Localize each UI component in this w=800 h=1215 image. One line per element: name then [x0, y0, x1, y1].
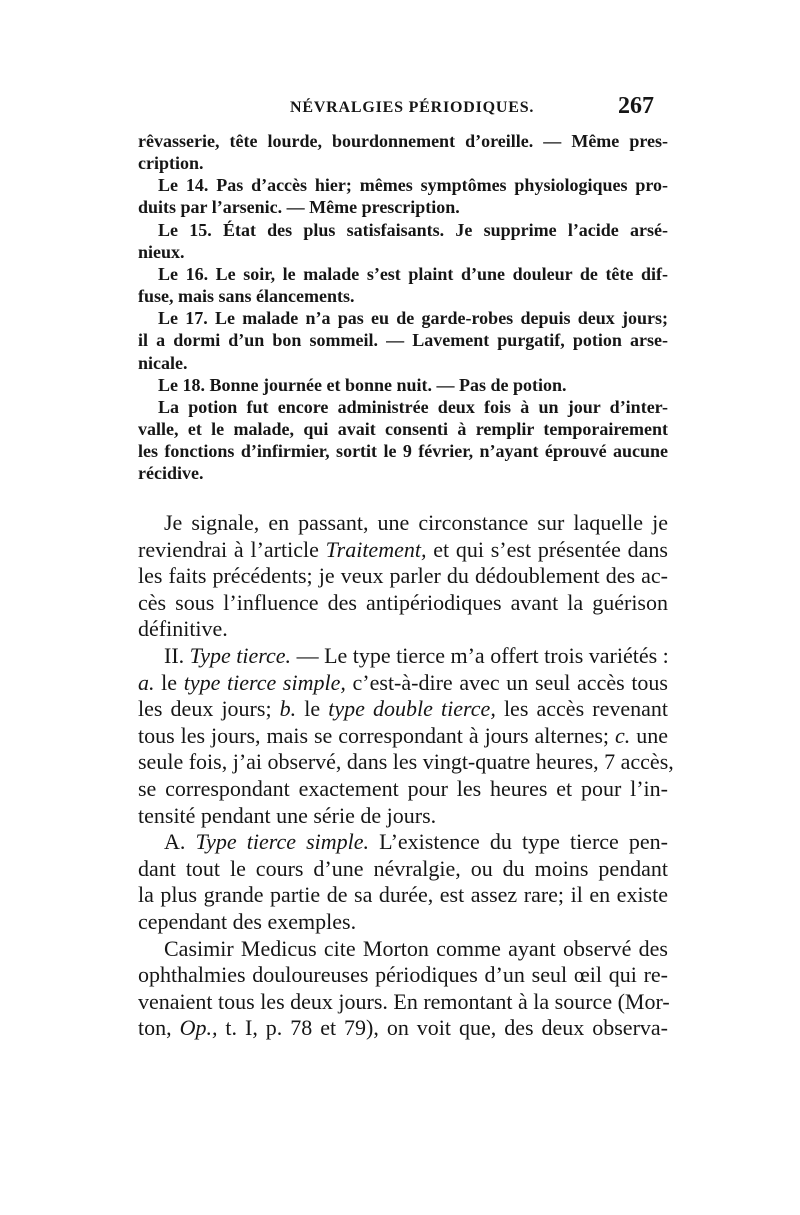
- text-line: les faits précédents; je veux parler du dédoublement des ac-: [138, 563, 668, 589]
- case-note-line: duits par l’arsenic. — Même prescription.: [138, 197, 460, 218]
- text-line: seule fois, j’ai observé, dans les vingt-quatre heures, 7 accès,: [138, 749, 674, 775]
- text-line: dant tout le cours d’une névralgie, ou du moins pendant: [138, 855, 668, 881]
- case-note-line: valle, et le malade, qui avait consenti à remplir temporairement: [138, 419, 668, 440]
- italic-term: Op.,: [179, 1015, 218, 1041]
- text-line: Je signale, en passant, une circonstance sur laquelle je: [164, 510, 668, 535]
- case-note-line: Le 18. Bonne journée et bonne nuit. — Pas de potion.: [158, 374, 567, 395]
- running-title: NÉVRALGIES PÉRIODIQUES.: [290, 99, 535, 116]
- case-note-line: il a dormi d’un bon sommeil. — Lavement purgatif, potion arse-: [138, 330, 668, 351]
- text-line: les deux jours; b. le type double tierce, les accès revenant: [138, 696, 668, 722]
- text-line: ophthalmies douloureuses périodiques d’un seul œil qui re-: [138, 962, 668, 988]
- text-line: cependant des exemples.: [138, 908, 357, 934]
- italic-term: Type tierce simple.: [195, 829, 370, 855]
- text-line: A. Type tierce simple. L’existence du type tierce pen-: [164, 829, 669, 855]
- text-line: définitive.: [138, 616, 228, 642]
- case-note-line: La potion fut encore administrée deux fois à un jour d’inter-: [158, 396, 668, 417]
- italic-term: type tierce simple,: [183, 669, 346, 695]
- italic-term: type double tierce,: [328, 696, 496, 722]
- text-line: la plus grande partie de sa durée, est assez rare; il en existe: [138, 882, 668, 908]
- case-note-line: nieux.: [138, 241, 185, 262]
- italic-term: Type tierce.: [189, 642, 292, 668]
- case-note-line: Le 16. Le soir, le malade s’est plaint d’une douleur de tête dif-: [158, 263, 668, 284]
- text-line: venaient tous les deux jours. En remontant à la source (Mor-: [138, 988, 670, 1014]
- running-head: [138, 95, 668, 125]
- case-note-line: les fonctions d’infirmier, sortit le 9 février, n’ayant éprouvé aucune: [138, 441, 668, 462]
- text-line: cès sous l’influence des antipériodiques avant la guérison: [138, 589, 668, 615]
- text-line: reviendrai à l’article Traitement, et qui s’est présentée dans: [138, 536, 668, 562]
- text-line: tous les jours, mais se correspondant à jours alternes; c. une: [138, 722, 668, 748]
- case-note-line: nicale.: [138, 352, 188, 373]
- case-note-line: Le 15. État des plus satisfaisants. Je supprime l’acide arsé-: [158, 219, 668, 240]
- page-number: 267: [618, 93, 654, 119]
- case-notes: [138, 130, 668, 485]
- case-note-line: cription.: [138, 153, 204, 174]
- case-note-line: rêvasserie, tête lourde, bourdonnement d’oreille. — Même pres-: [138, 131, 668, 151]
- text-line: II. Type tierce. — Le type tierce m’a offert trois variétés :: [164, 642, 669, 668]
- text-line: Casimir Medicus cite Morton comme ayant observé des: [164, 935, 668, 961]
- case-note-line: récidive.: [138, 463, 204, 484]
- text-line: ton, Op., t. I, p. 78 et 79), on voit que, des deux observa-: [138, 1015, 668, 1041]
- main-text: [138, 510, 674, 1042]
- italic-term: Traitement,: [325, 536, 427, 562]
- case-note-line: fuse, mais sans élancements.: [138, 286, 355, 307]
- case-note-line: Le 14. Pas d’accès hier; mêmes symptômes physiologiques pro-: [158, 175, 668, 196]
- case-note-line: Le 17. Le malade n’a pas eu de garde-robes depuis deux jours;: [158, 308, 668, 329]
- text-line: tensité pendant une série de jours.: [138, 802, 437, 828]
- text-line: a. le type tierce simple, c’est-à-dire avec un seul accès tous: [138, 669, 668, 695]
- text-line: se correspondant exactement pour les heures et pour l’in-: [138, 775, 668, 801]
